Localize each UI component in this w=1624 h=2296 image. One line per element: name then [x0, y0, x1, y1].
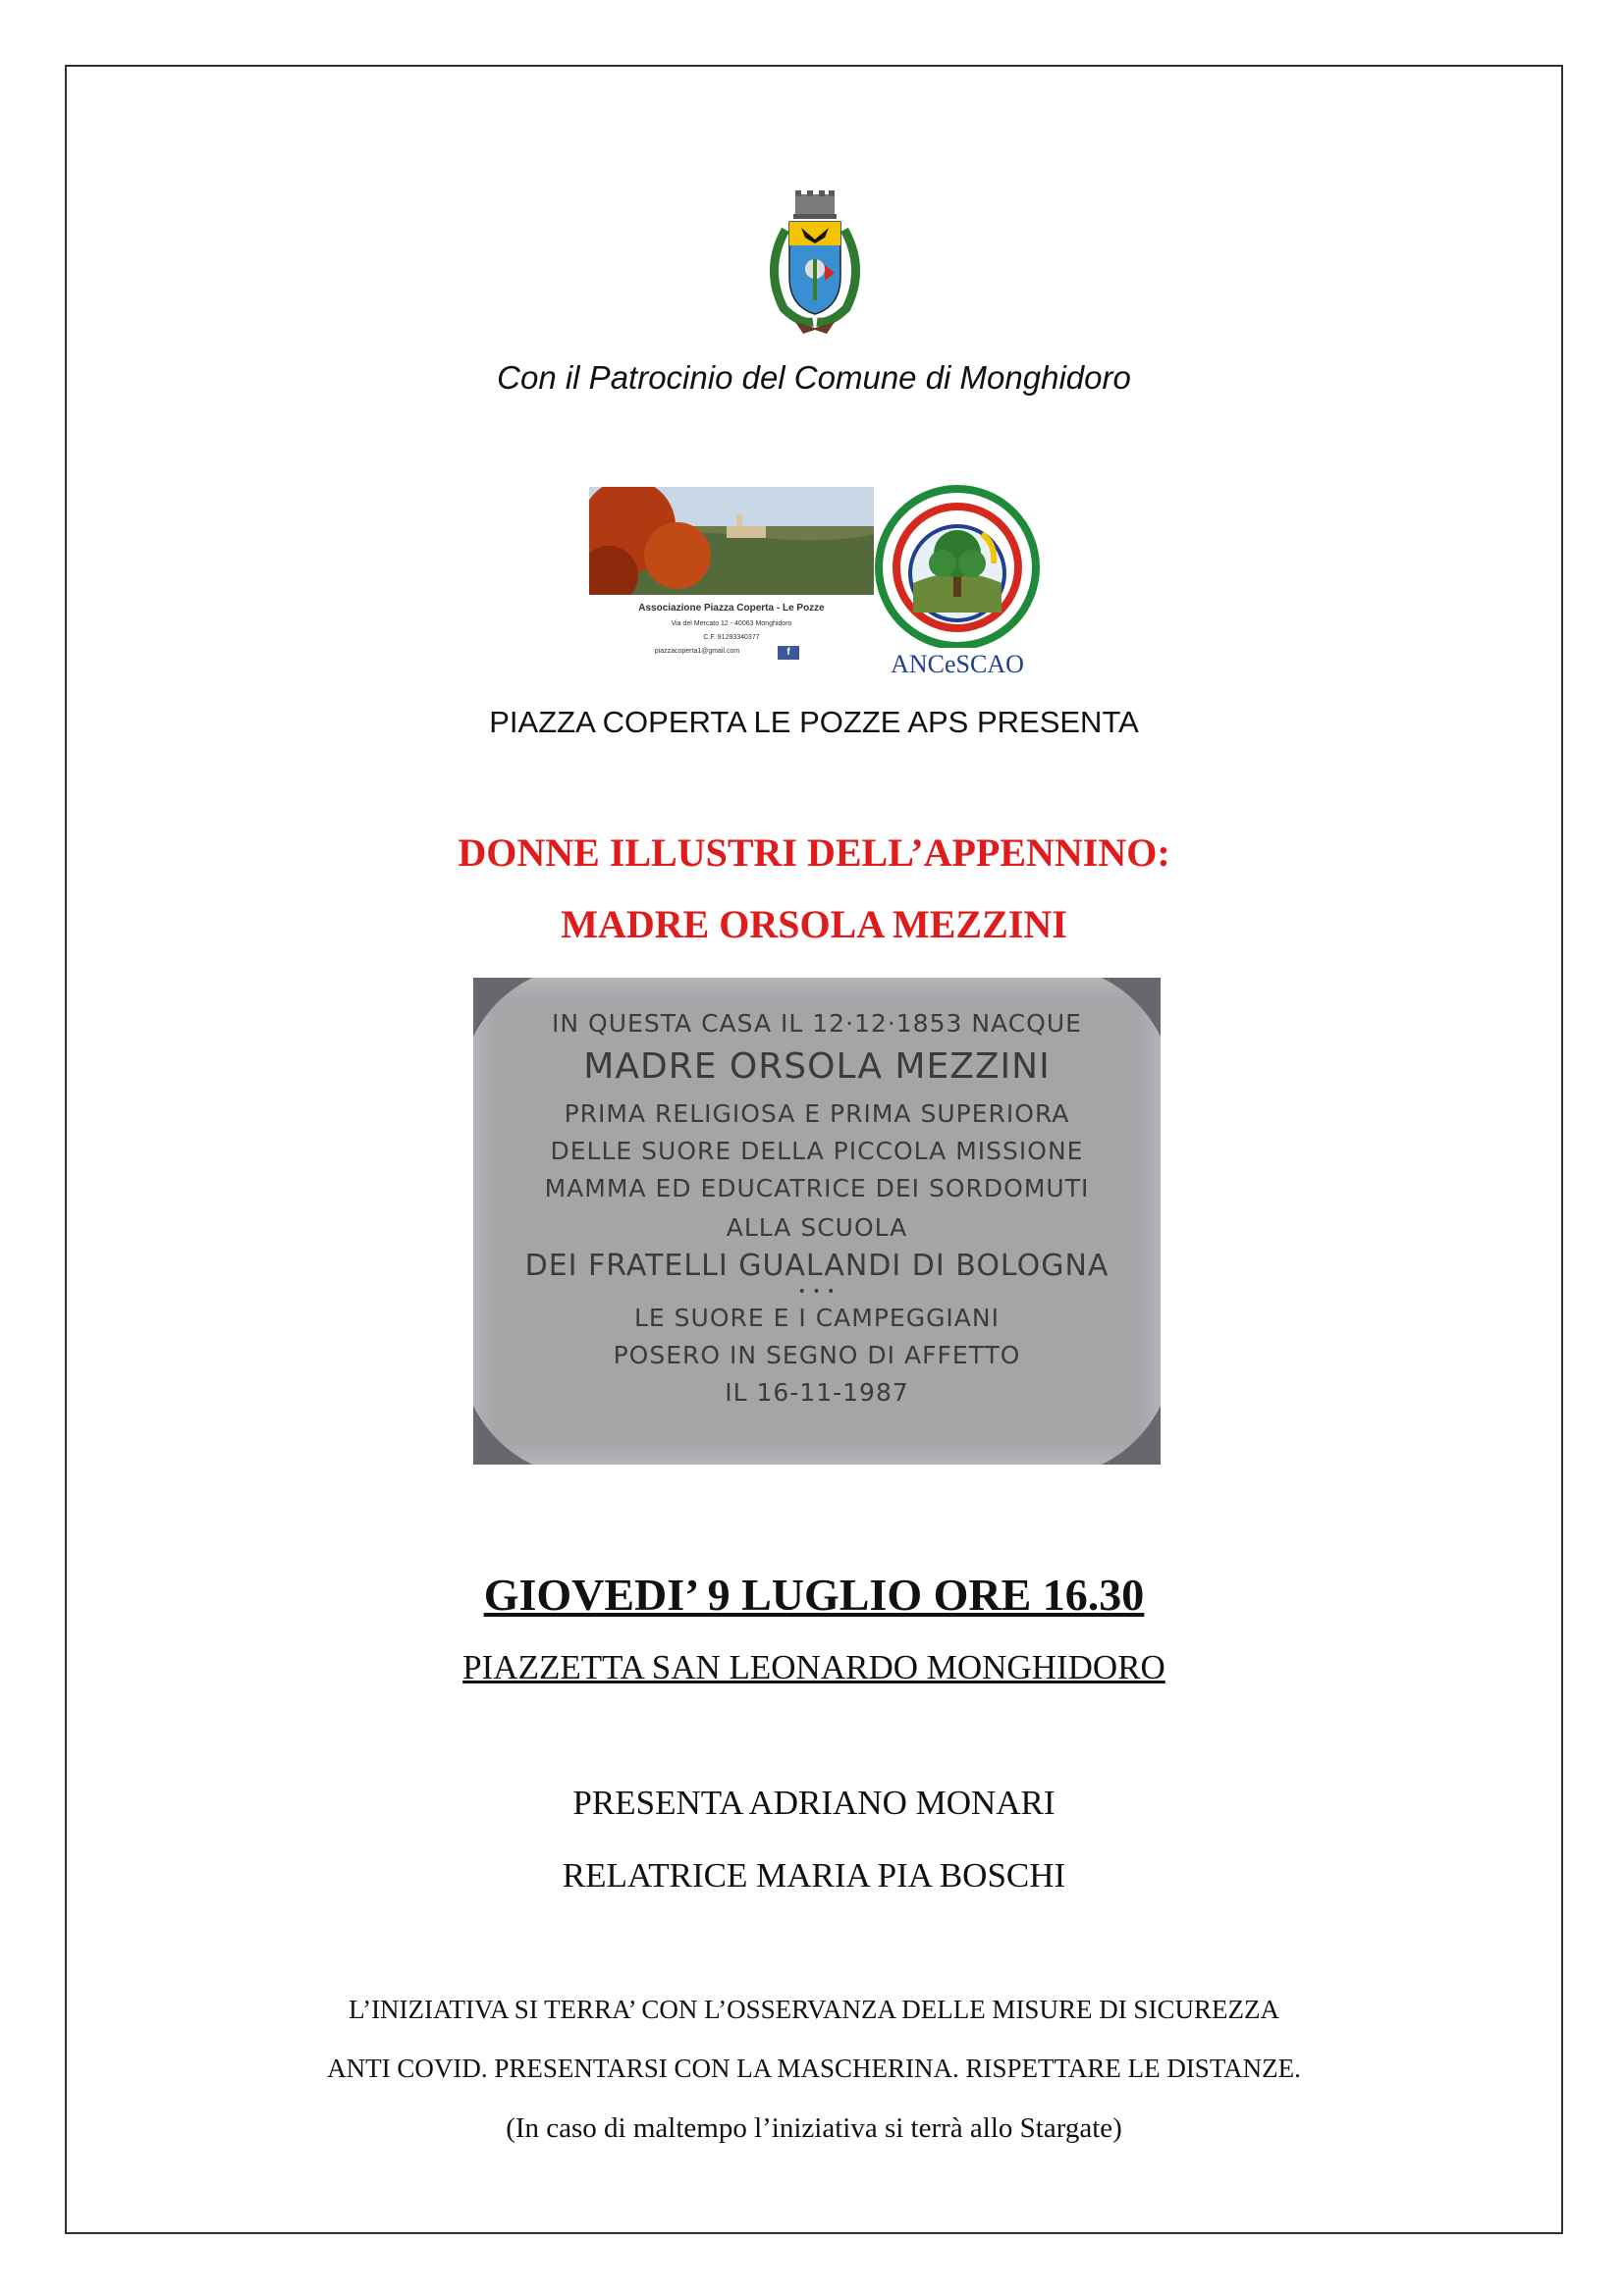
memorial-plaque-photo [473, 978, 1161, 1465]
weather-notice: (In caso di maltempo l’iniziativa si terrà allo Stargate) [506, 2112, 1122, 2144]
association-email: piazzacoperta1@gmail.com [654, 648, 740, 655]
covid-notice-line1: L’INIZIATIVA SI TERRA’ CON L’OSSERVANZA DELLE MISURE DI SICUREZZA [349, 1995, 1279, 2024]
plaque-line: POSERO IN SEGNO DI AFFETTO [613, 1341, 1021, 1369]
event-place: PIAZZETTA SAN LEONARDO MONGHIDORO [462, 1648, 1165, 1686]
association-name: Associazione Piazza Coperta - Le Pozze [638, 603, 825, 614]
host-line: PRESENTA ADRIANO MONARI [572, 1784, 1056, 1822]
plaque-separator: • • • [797, 1284, 837, 1300]
event-title-line2: MADRE ORSOLA MEZZINI [561, 902, 1067, 946]
association-tax-code: C.F. 91293340377 [703, 634, 760, 641]
speaker-line: RELATRICE MARIA PIA BOSCHI [562, 1856, 1066, 1895]
plaque-line: DELLE SUORE DELLA PICCOLA MISSIONE [550, 1137, 1084, 1165]
facebook-icon: f [778, 646, 799, 660]
plaque-line: LE SUORE E I CAMPEGGIANI [634, 1304, 1000, 1332]
plaque-line: PRIMA RELIGIOSA E PRIMA SUPERIORA [564, 1099, 1070, 1128]
presents-line: PIAZZA COPERTA LE POZZE APS PRESENTA [489, 705, 1139, 739]
ancescao-logo [874, 485, 1041, 677]
event-date-time: GIOVEDI’ 9 LUGLIO ORE 16.30 [483, 1570, 1145, 1620]
plaque-line: ALLA SCUOLA [726, 1213, 908, 1242]
association-logo [589, 487, 874, 675]
plaque-line: IL 16-11-1987 [725, 1378, 909, 1407]
covid-notice-line2: ANTI COVID. PRESENTARSI CON LA MASCHERINA. RISPETTARE LE DISTANZE. [327, 2054, 1301, 2083]
plaque-line: IN QUESTA CASA IL 12·12·1853 NACQUE [552, 1009, 1082, 1038]
ancescao-emblem-icon [874, 485, 1041, 648]
monghidoro-crest-icon [756, 190, 874, 336]
plaque-line: MADRE ORSOLA MEZZINI [583, 1046, 1051, 1087]
plaque-line: DEI FRATELLI GUALANDI DI BOLOGNA [524, 1249, 1110, 1283]
patronage-line: Con il Patrocinio del Comune di Monghidoro [497, 359, 1131, 396]
ancescao-name: ANCeSCAO [891, 650, 1024, 678]
plaque-line: MAMMA ED EDUCATRICE DEI SORDOMUTI [544, 1174, 1090, 1202]
event-title-line1: DONNE ILLUSTRI DELL’APPENNINO: [458, 830, 1170, 875]
landscape-photo [589, 487, 874, 595]
association-address: Via del Mercato 12 - 40063 Monghidoro [671, 620, 792, 627]
